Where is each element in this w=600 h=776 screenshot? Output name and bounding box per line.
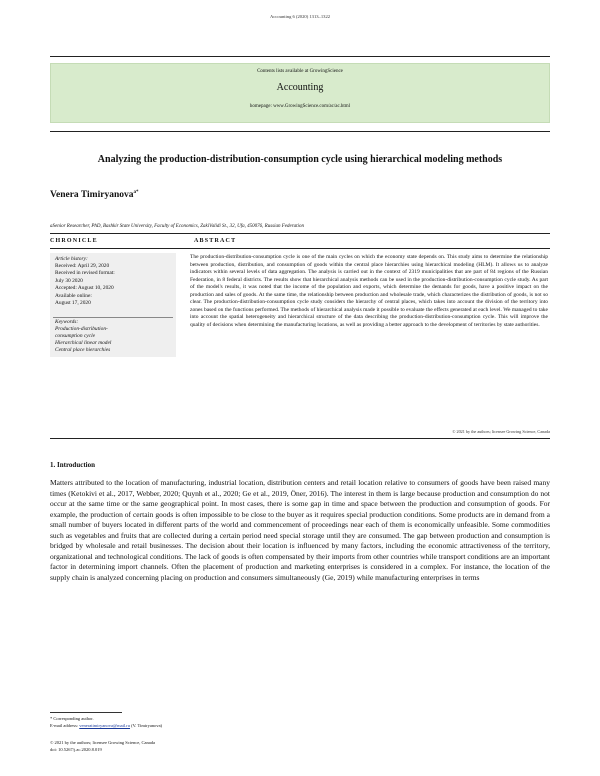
keywords-divider [53, 317, 173, 318]
history-line: Received in revised format: [55, 270, 115, 276]
author-name [50, 190, 138, 200]
email-label: E-mail address: [50, 723, 80, 728]
keyword-item: Production-distribution- [55, 326, 108, 332]
history-line: Accepted: August 10, 2020 [55, 285, 114, 291]
corresponding-author-note: * Corresponding author. [50, 716, 94, 721]
affiliation-rule [50, 233, 550, 234]
author-marks: a* [133, 190, 139, 195]
author-name-text: Venera Timiryanova [50, 190, 134, 201]
author-affiliation: aSenior Researcher, PhD, Bashkir State University, Faculty of Economics, ZakiValidi St., 32, Ufa, 450076, Russian Federation [50, 224, 304, 229]
abstract-bottom-rule [50, 438, 550, 439]
abstract-copyright: © 2021 by the authors; licensee Growing Science, Canada [452, 429, 550, 434]
history-line: August 17, 2020 [55, 300, 91, 306]
header-rule [50, 56, 550, 57]
chronicle-heading: CHRONICLE [50, 238, 98, 244]
keyword-item: Hierarchical linear model [55, 340, 112, 346]
article-history-label: Article history: [55, 256, 88, 262]
banner-bottom-rule [50, 131, 550, 132]
footnote-rule [50, 712, 122, 713]
article-title: Analyzing the production-distribution-consumption cycle using hierarchical modeling methods [97, 154, 503, 165]
abstract-text: The production-distribution-consumption cycle is one of the main cycles on which the economy state depends on. This study aims to determine the relationship between production, distribution, and consumption of goods within the central place hierarchies using hierarchical modeling (HLM). It allows us to analyze indicators within several levels of data aggregation. The analysis is carried out in the context of 2319 municipalities that are part of 84 regions of the Russian Federation, in 8 federal districts. The results show that hierarchical analysis methods can be used in the production-distribution-consumption cycle study. As part of the model's results, it was noted that the income of the population and exports, which determine the demands for goods, have a positive impact on the production and sales of goods. At the same time, the relationship between production and wholesale trade, which characterizes the distribution of goods, is not so clear. The production-distribution-consumption cycle study considers the hierarchy of central places, which takes into account the division of the territory into zones based on the functions performed. The methods of hierarchical analysis made it possible to evaluate the effects generated at each level. We managed to take into account the spatial heterogeneity and hierarchical structure of the data describing the production-distribution-consumption cycle. This will improve the quality of decisions when determining the manufacturing locations, as well as providing a better approach to the development of territories by state authorities. [190, 254, 548, 328]
abstract-heading: ABSTRACT [194, 238, 237, 244]
email-footnote [50, 723, 162, 728]
email-link[interactable]: veneratimiryanova@mail.ru [79, 723, 131, 728]
email-suffix: (V. Timiryanova) [130, 723, 163, 728]
introduction-heading: 1. Introduction [50, 461, 95, 469]
history-line: July 30 2020 [55, 278, 83, 284]
journal-title: Accounting [276, 82, 324, 93]
footer-copyright: © 2021 by the authors; licensee Growing Science, Canada [50, 740, 156, 745]
introduction-text: Matters attributed to the location of manufacturing, industrial location, distribution centers and retail location relative to consumers of goods have been raised many times (Ketokivi et al., 2017, Webber, 2020; Quynh et al., 2020; Ge et al., 2019, Öner, 2016). The interest in them is large because production and consumption do not occur at the same time or the same geographical point. In most cases, there is some gap in time and space between the production and consumption of goods. For example, the production of certain goods is often impossible to be close to the buyer as it requires special production conditions. Some products are in demand from a small number of buyers located in different parts of the world and commencement of proceedings near each of them is economically unfeasible. Some commodities such as vegetables and fruits that are collected during a certain period need special storage until they are consumed. The gap between production and consumption is bridged by wholesale and retail businesses. The decision about their location is influenced by many factors, including the economic attractiveness of the territory, organizational and technological conditions. The lack of goods is often compensated by their imports from other countries while transport conditions are an important factor in determining import channels. Often the placement of production and marketing enterprises is considered in a complex. For instance, the location of the supply chain is analyzed concerning placing on production and consumers simultaneously (Ge, 2019) while manufacturing enterprises in terms [50, 478, 550, 582]
doi-text[interactable]: doi: 10.5267/j.ac.2020.8.019 [50, 747, 102, 752]
history-line: Received: April 29, 2020 [55, 263, 110, 269]
contents-line: Contents lists available at GrowingScience [257, 69, 343, 74]
section-rule [50, 248, 550, 249]
journal-citation: Accounting 6 (2020) 1313–1322 [269, 14, 331, 19]
keyword-item: Central place hierarchies [55, 347, 111, 353]
keywords-label: Keywords: [55, 319, 79, 325]
history-line: Available online: [55, 293, 92, 299]
journal-homepage[interactable]: homepage: www.GrowingScience.com/ac/ac.html [249, 104, 351, 109]
keyword-item: consumption cycle [55, 333, 95, 339]
